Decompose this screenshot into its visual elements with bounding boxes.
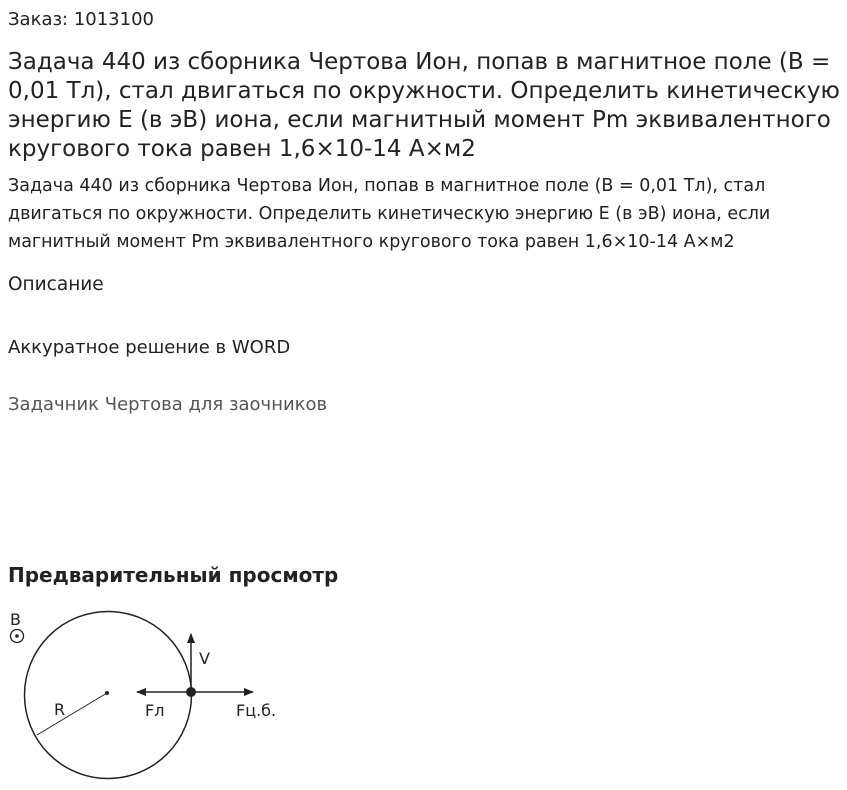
field-out-of-page-icon xyxy=(11,630,24,643)
radius-line xyxy=(37,693,107,735)
task-text: Задача 440 из сборника Чертова Ион, попав в магнитное поле (В = 0,01 Тл), стал двигаться по окружности. Определить кинетическую энергию Е (в эВ) иона, если магнитный момент Pm эквивалентного кругового тока равен 1,6×10-14 А×м2 xyxy=(8,176,771,252)
collection-link[interactable]: Задачник Чертова для заочников xyxy=(8,394,328,415)
order-number: Заказ: 1013100 xyxy=(8,9,154,30)
description-heading: Описание xyxy=(8,274,104,295)
label-fcb: Fц.б. xyxy=(236,701,277,720)
orbit-circle xyxy=(25,612,192,779)
page-title: Задача 440 из сборника Чертова Ион, попав в магнитное поле (В = 0,01 Тл), стал двигаться по окружности. Определить кинетическую энергию Е (в эВ) иона, если магнитный момент Pm эквивалентного кругового тока равен 1,6×10-14 А×м2 xyxy=(8,49,840,162)
label-r: R xyxy=(54,700,66,719)
label-v: V xyxy=(199,649,210,668)
description-text: Аккуратное решение в WORD xyxy=(8,337,291,358)
preview-figure xyxy=(0,600,300,790)
ion-point xyxy=(186,687,196,697)
label-b: B xyxy=(10,610,21,629)
preview-heading: Предварительный просмотр xyxy=(8,563,339,587)
label-fl: Fл xyxy=(145,701,165,720)
